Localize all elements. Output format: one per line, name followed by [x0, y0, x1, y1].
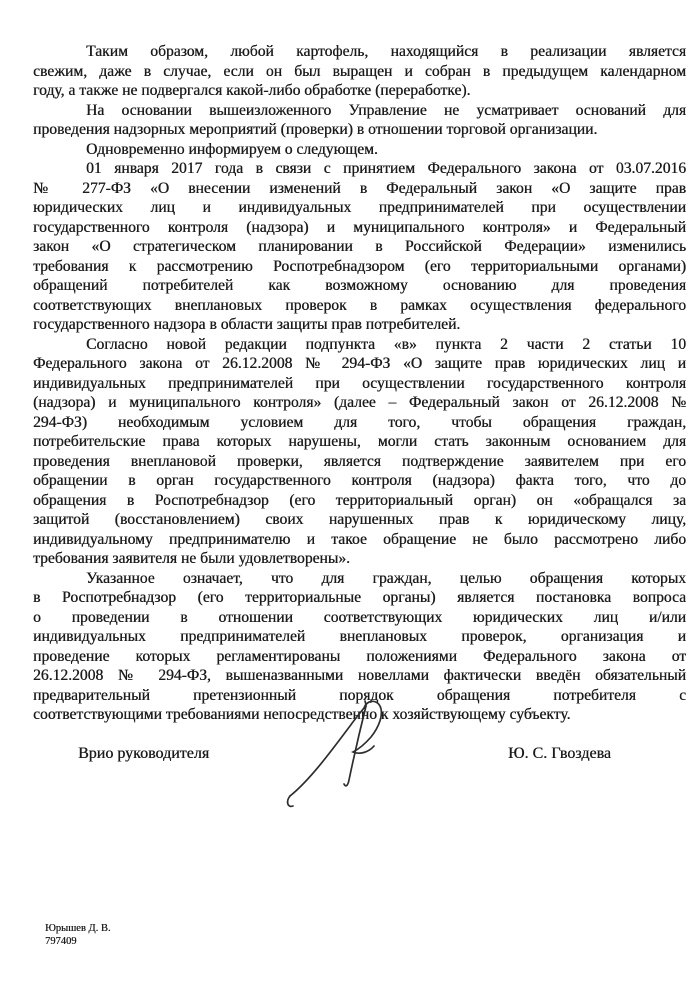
executor-name: Юрышев Д. В. — [45, 923, 111, 934]
text-line: № 277-ФЗ «О внесении изменений в Федеральный закон «О защите прав — [33, 179, 686, 197]
text-line: потребительские права которых нарушены, могли стать законным основанием для — [33, 433, 686, 450]
text-line: Указанное означает, что для граждан, целью обращения которых — [86, 569, 686, 587]
text-line: году, а также не подвергался какой-либо обработке (переработке). — [33, 82, 471, 99]
text-line: проведение которых регламентированы положениями Федерального закона от — [33, 647, 686, 665]
text-line: Федерального закона от 26.12.2008 № 294-ФЗ «О защите прав юридических лиц и — [33, 355, 686, 372]
executor-block — [45, 923, 110, 948]
text-line: индивидуальных предпринимателей внеплановых проверок, организация и — [33, 628, 686, 645]
text-line: (надзора) и муниципального контроля» (далее – Федеральный закон от 26.12.2008 № — [33, 394, 686, 411]
text-line: требования заявителя не были удовлетворены». — [33, 550, 350, 567]
text-line: юридических лиц и индивидуальных предпринимателей при осуществлении — [33, 199, 686, 216]
text-line: соответствующих внеплановых проверок в рамках осуществления федерального — [33, 296, 686, 314]
text-line: обращений потребителей как возможному основанию для проведения — [33, 277, 686, 294]
text-line: обращении в орган государственного контроля (надзора) факта того, что до — [33, 472, 686, 489]
text-line: государственного контроля (надзора) и муниципального контроля» и Федеральный — [33, 218, 686, 236]
text-line: предварительный претензионный порядок обращения потребителя с — [33, 686, 686, 704]
text-line: свежим, даже в случае, если он был выращен и собран в предыдущем календарном — [33, 62, 686, 80]
text-line: Согласно новой редакции подпункта «в» пункта 2 части 2 статьи 10 — [86, 335, 686, 353]
text-line: требования к рассмотрению Роспотребнадзором (его территориальными органами) — [33, 257, 686, 275]
signer-title: Врио руководителя — [78, 745, 210, 762]
letter-body — [33, 42, 686, 725]
text-line: о проведении в отношении соответствующих юридических лиц и/или — [33, 608, 686, 626]
text-line: Одновременно информируем о следующем. — [86, 140, 378, 158]
text-line: 01 января 2017 года в связи с принятием Федерального закона от 03.07.2016 — [86, 160, 686, 177]
text-line: соответствующими требованиями непосредственно к хозяйствующему субъекту. — [33, 706, 571, 723]
text-line: 294-ФЗ) необходимым условием для того, чтобы обращения граждан, — [33, 413, 686, 431]
text-line: Таким образом, любой картофель, находящийся в реализации является — [86, 43, 686, 60]
text-line: проведения внеплановой проверки, является подтверждение заявителем при его — [33, 452, 686, 470]
text-line: проведения надзорных мероприятий (проверки) в отношении торговой организации. — [33, 121, 598, 138]
text-line: в Роспотребнадзор (его территориальные органы) является постановка вопроса — [33, 589, 686, 606]
text-line: индивидуальных предпринимателей при осуществлении государственного контроля — [33, 374, 686, 392]
text-line: обращения в Роспотребнадзор (его территориальный орган) он «обращался за — [33, 491, 686, 509]
handwritten-signature-icon — [280, 698, 410, 818]
text-line: закон «О стратегическом планировании в Российской Федерации» изменились — [33, 238, 686, 255]
text-line: индивидуальному предпринимателю и такое обращение не было рассмотрено либо — [33, 530, 686, 548]
text-line: защитой (восстановлением) своих нарушенных прав к юридическому лицу, — [33, 511, 686, 528]
executor-phone: 797409 — [45, 935, 77, 947]
text-line: На основании вышеизложенного Управление не усматривает оснований для — [86, 101, 686, 119]
text-line: государственного надзора в области защиты прав потребителей. — [33, 316, 461, 333]
signer-name: Ю. С. Гвоздева — [508, 745, 611, 762]
text-line: 26.12.2008 № 294-ФЗ, вышеназванными новеллами фактически введён обязательный — [33, 667, 686, 684]
